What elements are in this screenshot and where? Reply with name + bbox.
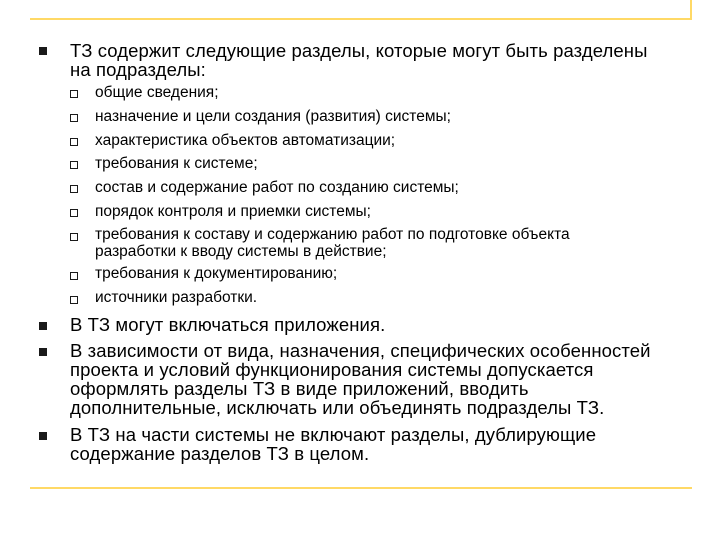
hollow-square-bullet-icon — [70, 90, 78, 98]
square-bullet-icon — [39, 322, 47, 330]
bullet-text: ТЗ содержит следующие разделы, которые могут быть разделены на подразделы: — [70, 40, 648, 80]
bullet-text: В ТЗ на части системы не включают разделы, дублирующие содержание разделов ТЗ в целом. — [70, 424, 597, 464]
hollow-square-bullet-icon — [70, 138, 78, 146]
sub-item-text: характеристика объектов автоматизации; — [95, 132, 396, 149]
sub-item-text: порядок контроля и приемки системы; — [95, 203, 371, 220]
hollow-square-bullet-icon — [70, 272, 78, 280]
sub-item-text: общие сведения; — [95, 84, 219, 101]
sub-item-text: назначение и цели создания (развития) системы; — [95, 108, 451, 125]
sub-item-text: состав и содержание работ по созданию системы; — [95, 179, 459, 196]
sub-item-text: источники разработки. — [95, 289, 258, 306]
hollow-square-bullet-icon — [70, 114, 78, 122]
sub-item-text: требования к составу и содержанию работ по подготовке объекта разработки к вводу системы в действие; — [95, 226, 570, 260]
bullet-text: В зависимости от вида, назначения, специфических особенностей проекта и условий функционирования системы допускается оформлять разделы ТЗ в виде приложений, вводить дополнительные, исключать или объединять подразделы ТЗ. — [70, 340, 651, 418]
hollow-square-bullet-icon — [70, 233, 78, 241]
hollow-square-bullet-icon — [70, 296, 78, 304]
sub-item-text: требования к системе; — [95, 155, 258, 172]
square-bullet-icon — [39, 47, 47, 55]
hollow-square-bullet-icon — [70, 161, 78, 169]
square-bullet-icon — [39, 432, 47, 440]
square-bullet-icon — [39, 348, 47, 356]
hollow-square-bullet-icon — [70, 209, 78, 217]
sub-item-text: требования к документированию; — [95, 265, 338, 282]
hollow-square-bullet-icon — [70, 185, 78, 193]
bullet-text: В ТЗ могут включаться приложения. — [70, 314, 386, 335]
